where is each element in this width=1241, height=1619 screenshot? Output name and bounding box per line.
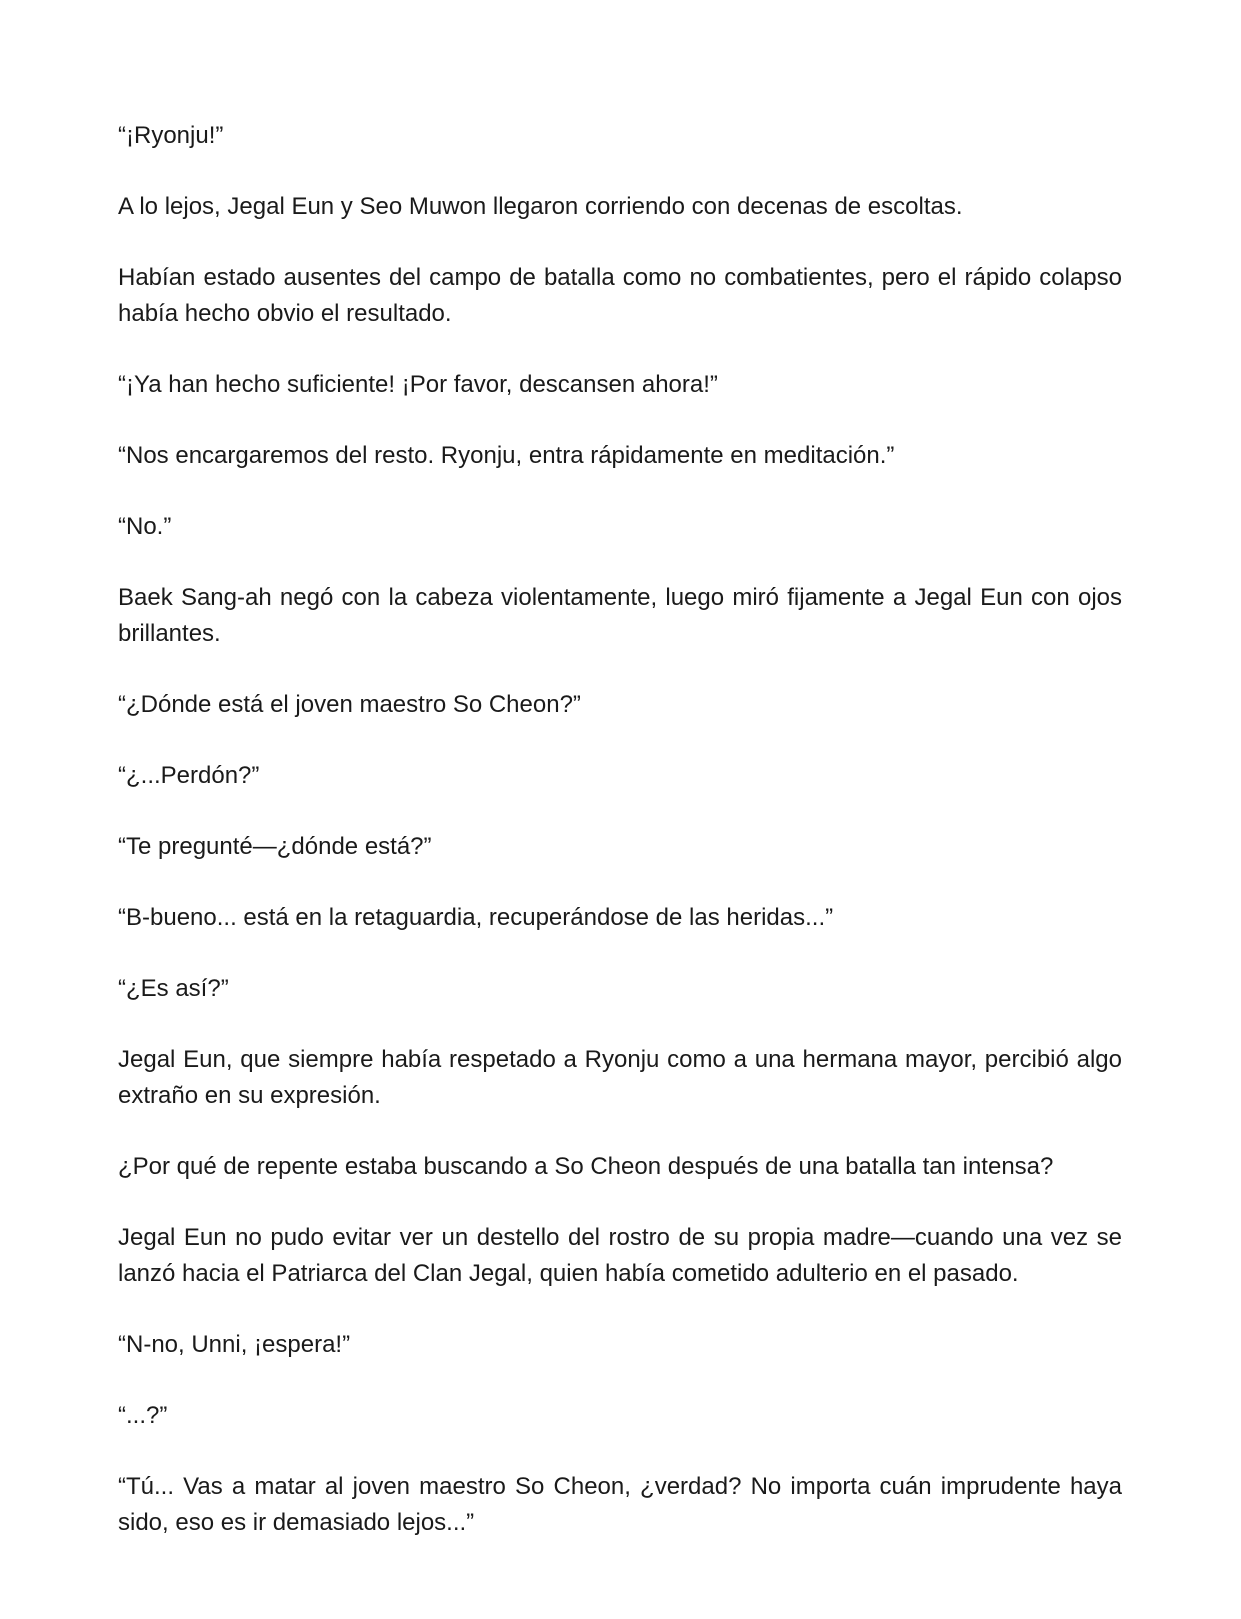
paragraph: Habían estado ausentes del campo de batalla como no combatientes, pero el rápido colapso había hecho obvio el resultado. (118, 264, 1122, 327)
paragraph: Jegal Eun, que siempre había respetado a Ryonju como a una hermana mayor, percibió algo extraño en su expresión. (118, 1046, 1122, 1109)
paragraph: “¡Ryonju!” (118, 122, 224, 149)
paragraph: “Tú... Vas a matar al joven maestro So Cheon, ¿verdad? No importa cuán imprudente haya sido, eso es ir demasiado lejos...” (118, 1473, 1122, 1536)
paragraph: “B-bueno... está en la retaguardia, recuperándose de las heridas...” (118, 904, 834, 931)
paragraph: ¿Por qué de repente estaba buscando a So Cheon después de una batalla tan intensa? (118, 1153, 1054, 1180)
paragraph: Baek Sang-ah negó con la cabeza violentamente, luego miró fijamente a Jegal Eun con ojos brillantes. (118, 584, 1122, 647)
paragraph: “N-no, Unni, ¡espera!” (118, 1331, 351, 1358)
paragraph: “¿Dónde está el joven maestro So Cheon?” (118, 691, 581, 718)
document-body (118, 118, 1122, 1576)
paragraph: “...?” (118, 1402, 168, 1429)
paragraph: “¿Es así?” (118, 975, 229, 1002)
paragraph: “Te pregunté—¿dónde está?” (118, 833, 432, 860)
paragraph: Jegal Eun no pudo evitar ver un destello del rostro de su propia madre—cuando una vez se lanzó hacia el Patriarca del Clan Jegal, quien había cometido adulterio en el pasado. (118, 1224, 1122, 1287)
paragraph: “Nos encargaremos del resto. Ryonju, entra rápidamente en meditación.” (118, 442, 895, 469)
paragraph: “¡Ya han hecho suficiente! ¡Por favor, descansen ahora!” (118, 371, 718, 398)
paragraph: “No.” (118, 513, 172, 540)
paragraph: “¿...Perdón?” (118, 762, 260, 789)
paragraph: A lo lejos, Jegal Eun y Seo Muwon llegaron corriendo con decenas de escoltas. (118, 193, 963, 220)
